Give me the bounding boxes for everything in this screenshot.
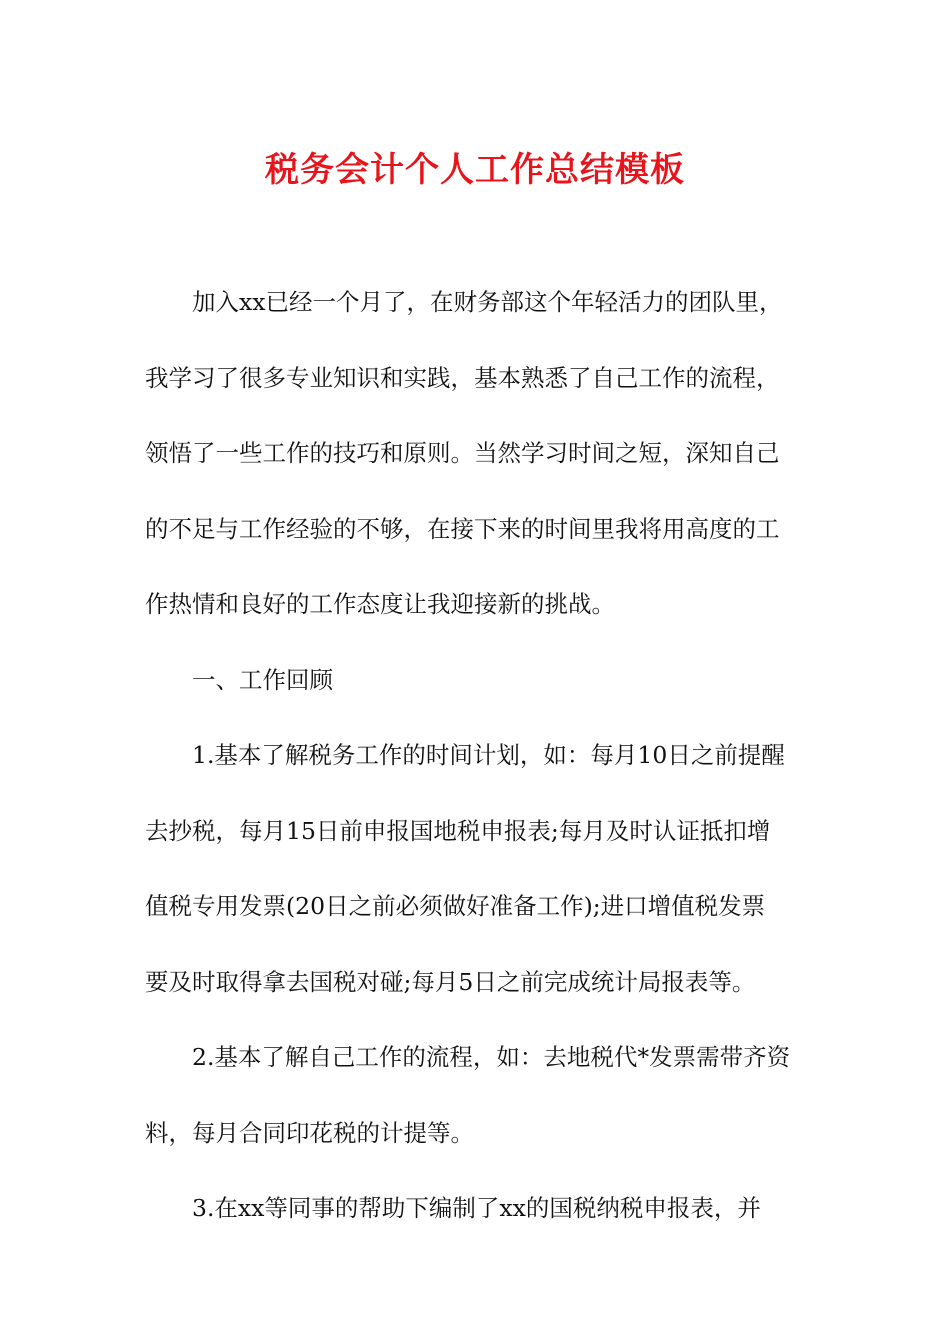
document-body (145, 279, 805, 1231)
paragraph-line: 领悟了一些工作的技巧和原则。当然学习时间之短，深知自己 (145, 439, 780, 467)
paragraph-line: 的不足与工作经验的不够，在接下来的时间里我将用高度的工 (145, 514, 780, 543)
paragraph-line: 加入xx已经一个月了，在财务部这个年轻活力的团队里， (192, 288, 783, 316)
list-item-line: 3.在xx等同事的帮助下编制了xx的国税纳税申报表，并 (192, 1194, 761, 1222)
paragraph-line: 我学习了很多专业知识和实践，基本熟悉了自己工作的流程， (145, 363, 780, 392)
list-item-line: 2.基本了解自己工作的流程，如：去地税代*发票需带齐资 (192, 1043, 791, 1071)
document-title: 税务会计个人工作总结模板 (265, 150, 685, 190)
list-item-line: 1.基本了解税务工作的时间计划，如：每月10日之前提醒 (192, 741, 785, 769)
list-item-line: 去抄税，每月15日前申报国地税申报表;每月及时认证抵扣增 (145, 816, 771, 845)
list-item-line: 要及时取得拿去国税对碰;每月5日之前完成统计局报表等。 (145, 967, 756, 996)
list-item-line: 值税专用发票(20日之前必须做好准备工作);进口增值税发票 (145, 892, 766, 920)
section-heading: 一、工作回顾 (192, 665, 333, 694)
paragraph-line: 作热情和良好的工作态度让我迎接新的挑战。 (145, 590, 615, 618)
list-item-line: 料，每月合同印花税的计提等。 (145, 1118, 474, 1147)
